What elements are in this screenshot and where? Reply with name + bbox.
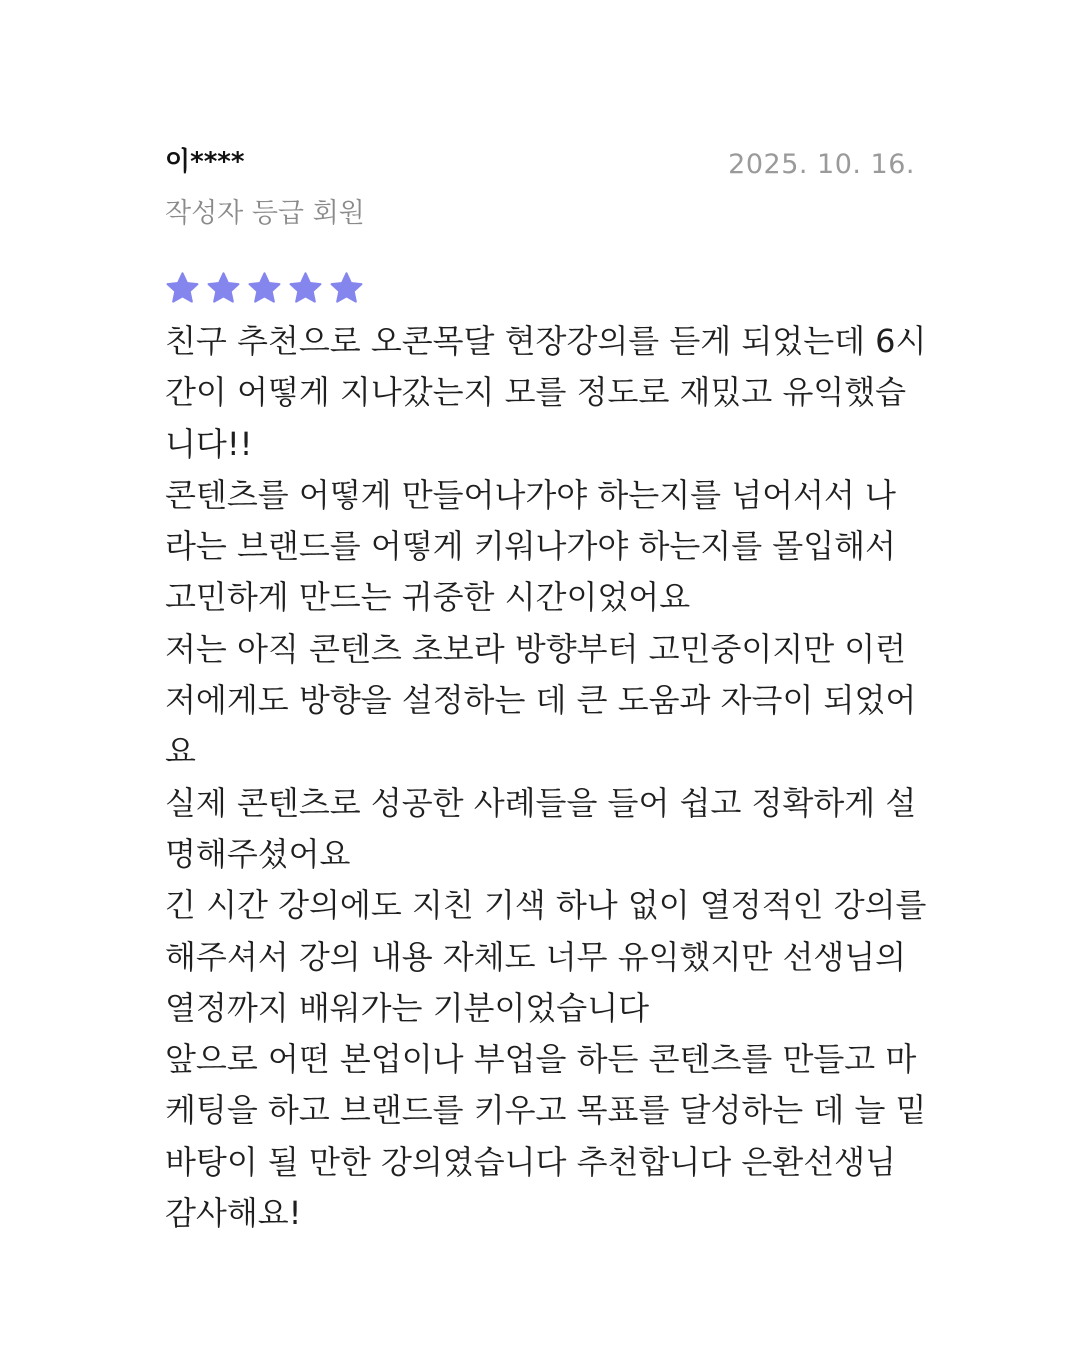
- review-text-line: 명해주셨어요: [165, 834, 351, 873]
- star-icon: [247, 271, 282, 306]
- review-text-line: 라는 브랜드를 어떻게 키워나가야 하는지를 몰입해서: [165, 527, 896, 566]
- review-text-line: 긴 시간 강의에도 지친 기색 하나 없이 열정적인 강의를: [165, 886, 927, 925]
- review-text-line: 바탕이 될 만한 강의였습니다 추천합니다 은환선생님: [165, 1142, 896, 1181]
- review-text-line: 친구 추천으로 오콘목달 현장강의를 듣게 되었는데 6시: [165, 322, 927, 360]
- reviewer-name: 이****: [165, 147, 245, 177]
- review-text-line: 감사해요!: [165, 1194, 302, 1233]
- review-date: 2025. 10. 16.: [728, 149, 915, 180]
- review-text-line: 고민하게 만드는 귀중한 시간이었어요: [165, 578, 691, 617]
- review-text-line: 저는 아직 콘텐츠 초보라 방향부터 고민중이지만 이런: [165, 629, 907, 668]
- star-icon: [206, 271, 241, 306]
- review-text-line: 니다!!: [165, 424, 253, 463]
- review-text-line: 저에게도 방향을 설정하는 데 큰 도움과 자극이 되었어: [165, 681, 917, 720]
- review-text-line: 해주셔서 강의 내용 자체도 너무 유익했지만 선생님의: [165, 937, 907, 976]
- review-text-line: 요: [165, 732, 196, 771]
- review-text-line: 실제 콘텐츠로 성공한 사례들을 들어 쉽고 정확하게 설: [165, 783, 917, 822]
- review-text-line: 열정까지 배워가는 기분이었습니다: [165, 988, 650, 1027]
- review-header: [165, 140, 915, 184]
- star-icon: [288, 271, 323, 306]
- review-card: [165, 140, 927, 1239]
- reviewer-grade: 작성자 등급 회원: [165, 198, 365, 229]
- review-text-line: 콘텐츠를 어떻게 만들어나가야 하는지를 넘어서서 나: [165, 475, 896, 514]
- star-rating: [165, 270, 915, 306]
- review-body: [165, 316, 927, 1239]
- review-text-line: 간이 어떻게 지나갔는지 모를 정도로 재밌고 유익했습: [165, 373, 907, 412]
- star-icon: [329, 271, 364, 306]
- review-text-line: 케팅을 하고 브랜드를 키우고 목표를 달성하는 데 늘 밑: [165, 1091, 927, 1130]
- star-icon: [165, 271, 200, 306]
- review-text-line: 앞으로 어떤 본업이나 부업을 하든 콘텐츠를 만들고 마: [165, 1040, 917, 1079]
